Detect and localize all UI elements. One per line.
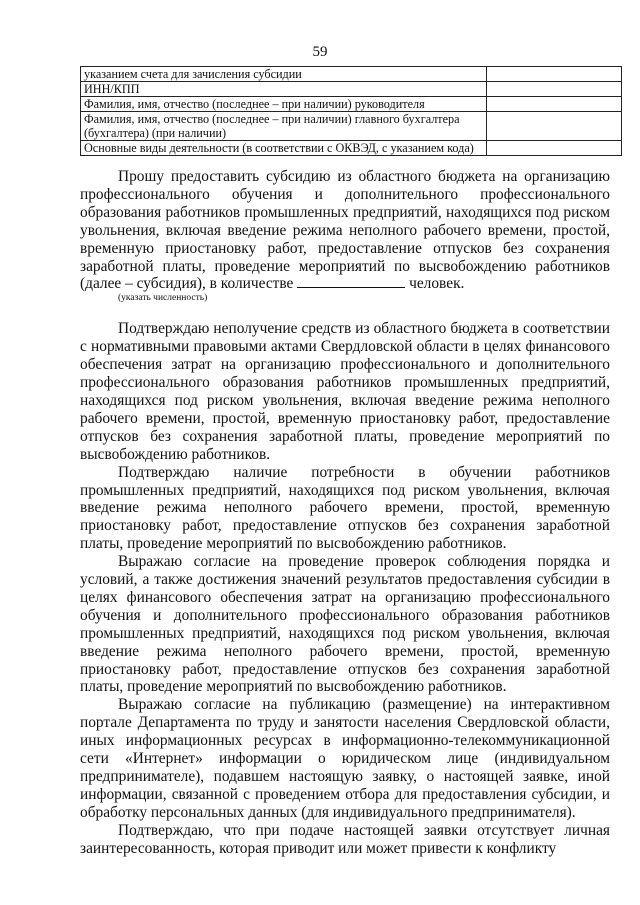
paragraph-request: [80, 168, 610, 293]
page-number: 59: [312, 44, 328, 60]
table-cell-value[interactable]: [487, 67, 622, 82]
table-row: [81, 141, 622, 156]
table-cell-label: Основные виды деятельности (в соответствии с ОКВЭД, с указанием кода): [81, 141, 487, 156]
table-cell-label: Фамилия, имя, отчество (последнее – при наличии) главного бухгалтера (бухгалтера) (при наличии): [81, 112, 487, 141]
table-cell-value[interactable]: [487, 141, 622, 156]
table-row: [81, 67, 622, 82]
table-cell-label: Фамилия, имя, отчество (последнее – при наличии) руководителя: [81, 97, 487, 112]
paragraph-training-need: Подтверждаю наличие потребности в обучении работников промышленных предприятий, находящихся под риском увольнения, включая введение режима неполного рабочего времени, простой, временную приостановку работ, предоставление отпусков без сохранения заработной платы, проведение мероприятий по высвобождению работников.: [80, 463, 610, 553]
table-row: [81, 82, 622, 97]
paragraph-request-text: Прошу предоставить субсидию из областного бюджета на организацию профессионального обучения и дополнительного профессионального образования работников промышленных предприятий, находящихся под риском увольнения, включая введение режима неполного рабочего времени, простой, временную приостановку работ, предоставление отпусков без сохранения заработной платы, проведение мероприятий по высвобождению работников (далее – субсидия), в количестве: [80, 168, 610, 293]
headcount-caption: (указать численность): [118, 293, 208, 304]
paragraph-inspection-consent: Выражаю согласие на проведение проверок соблюдения порядка и условий, а также достижения значений результатов предоставления субсидии в целях финансового обеспечения затрат на организацию профессионального обучения и дополнительного профессионального образования работников промышленных предприятий, находящихся под риском увольнения, включая введение режима неполного рабочего времени, простой, временную приостановку работ, предоставление отпусков без сохранения заработной платы, проведение мероприятий по высвобождению работников.: [80, 553, 610, 696]
paragraph-publication-consent: Выражаю согласие на публикацию (размещение) на интерактивном портале Департамента по труду и занятости населения Свердловской области, иных информационных ресурсах в информационно-телекоммуникационной сети «Интернет» информации о юридическом лице (индивидуальном предпринимателе), подавшем настоящую заявку, о настоящей заявке, иной информации, связанной с проведением отбора для предоставления субсидии, и обработку персональных данных (для индивидуального предпринимателя).: [80, 696, 610, 821]
table-cell-label: ИНН/КПП: [81, 82, 487, 97]
table-cell-label: указанием счета для зачисления субсидии: [81, 67, 487, 82]
table-cell-value[interactable]: [487, 112, 622, 141]
document-body: [80, 168, 610, 858]
table-cell-value[interactable]: [487, 82, 622, 97]
paragraph-non-receipt: Подтверждаю неполучение средств из областного бюджета в соответствии с нормативными правовыми актами Свердловской области в целях финансового обеспечения затрат на организацию профессионального и дополнительного профессионального образования работников промышленных предприятий, находящихся под риском увольнения, включая введение режима неполного рабочего времени, простой, временную приостановку работ, предоставление отпусков без сохранения заработной платы, проведение мероприятий по высвобождению работников.: [80, 320, 610, 463]
table-row: [81, 112, 622, 141]
table-row: [81, 97, 622, 112]
paragraph-no-conflict: Подтверждаю, что при подаче настоящей заявки отсутствует личная заинтересованность, которая приводит или может привести к конфликту: [80, 821, 610, 857]
paragraph-request-tail: человек.: [409, 275, 465, 293]
headcount-blank[interactable]: [297, 275, 405, 288]
table-cell-value[interactable]: [487, 97, 622, 112]
applicant-info-table: [80, 66, 622, 156]
